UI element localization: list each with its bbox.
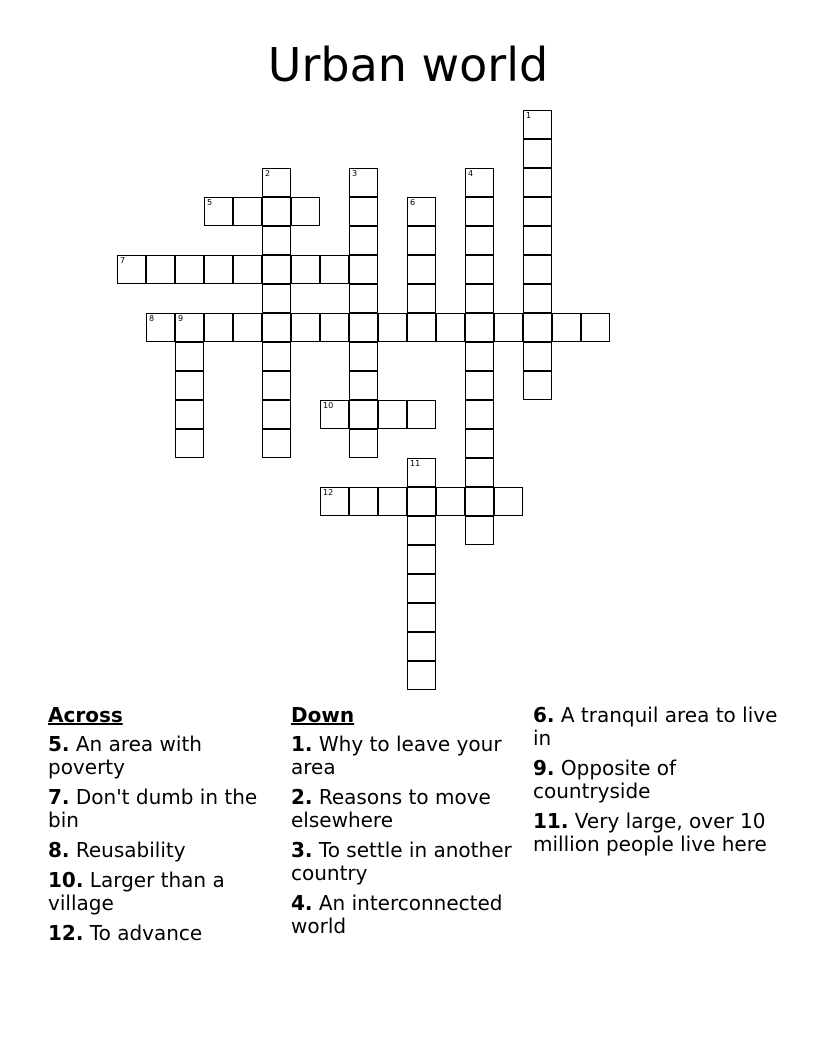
clue-text: An interconnected world <box>291 891 503 938</box>
grid-cell[interactable] <box>349 400 378 429</box>
grid-cell[interactable] <box>146 313 175 342</box>
grid-cell[interactable] <box>523 168 552 197</box>
grid-cell[interactable] <box>320 255 349 284</box>
grid-cell[interactable] <box>320 400 349 429</box>
clue-text: Why to leave your area <box>291 732 502 779</box>
grid-cell[interactable] <box>494 313 523 342</box>
clue-text: Opposite of countryside <box>533 756 677 803</box>
grid-cell[interactable] <box>262 313 291 342</box>
grid-cell[interactable] <box>117 255 146 284</box>
grid-cell[interactable] <box>204 197 233 226</box>
clue-number: 10. <box>48 868 84 892</box>
grid-cell[interactable] <box>436 313 465 342</box>
cell-number: 4 <box>468 169 474 178</box>
grid-cell[interactable] <box>262 168 291 197</box>
cell-number: 1 <box>526 111 532 120</box>
grid-cell[interactable] <box>407 603 436 632</box>
cell-number: 10 <box>323 401 334 410</box>
grid-cell[interactable] <box>407 400 436 429</box>
grid-cell[interactable] <box>320 313 349 342</box>
clue-across-5 <box>48 733 273 779</box>
grid-cell[interactable] <box>465 487 494 516</box>
grid-cell[interactable] <box>407 226 436 255</box>
grid-cell[interactable] <box>523 255 552 284</box>
clue-number: 2. <box>291 785 313 809</box>
clue-down-11 <box>533 810 783 856</box>
grid-cell[interactable] <box>465 255 494 284</box>
grid-cell[interactable] <box>175 429 204 458</box>
grid-cell[interactable] <box>349 168 378 197</box>
cell-number: 6 <box>410 198 416 207</box>
clue-text: A tranquil area to live in <box>533 703 778 750</box>
grid-cell[interactable] <box>378 400 407 429</box>
down-heading: Down <box>291 703 355 727</box>
clue-text: Reusability <box>75 838 186 862</box>
grid-cell[interactable] <box>407 574 436 603</box>
clue-across-10 <box>48 869 273 915</box>
grid-cell[interactable] <box>465 516 494 545</box>
grid-cell[interactable] <box>233 197 262 226</box>
grid-cell[interactable] <box>291 313 320 342</box>
down-clues <box>291 704 526 945</box>
clue-number: 5. <box>48 732 70 756</box>
grid-cell[interactable] <box>465 458 494 487</box>
grid-cell[interactable] <box>349 255 378 284</box>
grid-cell[interactable] <box>407 545 436 574</box>
grid-cell[interactable] <box>523 284 552 313</box>
grid-cell[interactable] <box>581 313 610 342</box>
grid-cell[interactable] <box>262 400 291 429</box>
grid-cell[interactable] <box>262 429 291 458</box>
grid-cell[interactable] <box>349 342 378 371</box>
grid-cell[interactable] <box>465 226 494 255</box>
grid-cell[interactable] <box>233 313 262 342</box>
clue-across-8 <box>48 839 273 862</box>
grid-cell[interactable] <box>349 197 378 226</box>
grid-cell[interactable] <box>204 313 233 342</box>
grid-cell[interactable] <box>523 371 552 400</box>
grid-cell[interactable] <box>465 429 494 458</box>
grid-cell[interactable] <box>436 487 465 516</box>
grid-cell[interactable] <box>262 371 291 400</box>
grid-cell[interactable] <box>465 284 494 313</box>
clue-down-6 <box>533 704 783 750</box>
clue-down-2 <box>291 786 526 832</box>
clue-number: 7. <box>48 785 70 809</box>
clue-down-3 <box>291 839 526 885</box>
grid-cell[interactable] <box>233 255 262 284</box>
clue-text: Very large, over 10 million people live here <box>533 809 767 856</box>
grid-cell[interactable] <box>320 487 349 516</box>
clue-number: 1. <box>291 732 313 756</box>
grid-cell[interactable] <box>523 226 552 255</box>
down-clues-continued <box>533 704 783 863</box>
cell-number: 3 <box>352 169 358 178</box>
clue-number: 8. <box>48 838 70 862</box>
grid-cell[interactable] <box>407 284 436 313</box>
grid-cell[interactable] <box>494 487 523 516</box>
grid-cell[interactable] <box>552 313 581 342</box>
clue-number: 12. <box>48 921 84 945</box>
grid-cell[interactable] <box>465 313 494 342</box>
grid-cell[interactable] <box>407 255 436 284</box>
grid-cell[interactable] <box>523 197 552 226</box>
grid-cell[interactable] <box>262 255 291 284</box>
cell-number: 2 <box>265 169 271 178</box>
grid-cell[interactable] <box>349 429 378 458</box>
clue-number: 6. <box>533 703 555 727</box>
grid-cell[interactable] <box>175 371 204 400</box>
cell-number: 9 <box>178 314 184 323</box>
grid-cell[interactable] <box>465 168 494 197</box>
grid-cell[interactable] <box>204 255 233 284</box>
grid-cell[interactable] <box>465 371 494 400</box>
clue-text: Reasons to move elsewhere <box>291 785 491 832</box>
grid-cell[interactable] <box>349 487 378 516</box>
clue-text: To settle in another country <box>291 838 512 885</box>
clue-down-9 <box>533 757 783 803</box>
grid-cell[interactable] <box>465 342 494 371</box>
clue-down-1 <box>291 733 526 779</box>
grid-cell[interactable] <box>146 255 175 284</box>
grid-cell[interactable] <box>378 313 407 342</box>
grid-cell[interactable] <box>262 197 291 226</box>
across-clues <box>48 704 273 952</box>
across-heading: Across <box>48 703 123 727</box>
grid-cell[interactable] <box>175 313 204 342</box>
grid-cell[interactable] <box>407 487 436 516</box>
clue-across-7 <box>48 786 273 832</box>
grid-cell[interactable] <box>349 284 378 313</box>
clue-number: 3. <box>291 838 313 862</box>
grid-cell[interactable] <box>291 197 320 226</box>
grid-cell[interactable] <box>523 313 552 342</box>
grid-cell[interactable] <box>407 458 436 487</box>
grid-cell[interactable] <box>349 313 378 342</box>
clue-number: 11. <box>533 809 569 833</box>
grid-cell[interactable] <box>262 226 291 255</box>
puzzle-title: Urban world <box>267 38 549 92</box>
grid-cell[interactable] <box>378 487 407 516</box>
grid-cell[interactable] <box>349 226 378 255</box>
grid-cell[interactable] <box>349 371 378 400</box>
clue-text: Don't dumb in the bin <box>48 785 258 832</box>
grid-cell[interactable] <box>407 632 436 661</box>
clue-text: An area with poverty <box>48 732 202 779</box>
clue-number: 9. <box>533 756 555 780</box>
cell-number: 5 <box>207 198 213 207</box>
clue-across-12 <box>48 922 273 945</box>
grid-cell[interactable] <box>407 516 436 545</box>
grid-cell[interactable] <box>465 197 494 226</box>
grid-cell[interactable] <box>523 342 552 371</box>
grid-cell[interactable] <box>407 313 436 342</box>
grid-cell[interactable] <box>175 255 204 284</box>
clue-text: To advance <box>89 921 203 945</box>
cell-number: 7 <box>120 256 126 265</box>
clue-number: 4. <box>291 891 313 915</box>
grid-cell[interactable] <box>175 342 204 371</box>
grid-cell[interactable] <box>407 197 436 226</box>
grid-cell[interactable] <box>262 342 291 371</box>
cell-number: 12 <box>323 488 334 497</box>
cell-number: 8 <box>149 314 155 323</box>
grid-cell[interactable] <box>175 400 204 429</box>
grid-cell[interactable] <box>291 255 320 284</box>
grid-cell[interactable] <box>523 139 552 168</box>
clue-text: Larger than a village <box>48 868 225 915</box>
clue-down-4 <box>291 892 526 938</box>
cell-number: 11 <box>410 459 421 468</box>
grid-cell[interactable] <box>262 284 291 313</box>
grid-cell[interactable] <box>523 110 552 139</box>
grid-cell[interactable] <box>407 661 436 690</box>
grid-cell[interactable] <box>465 400 494 429</box>
